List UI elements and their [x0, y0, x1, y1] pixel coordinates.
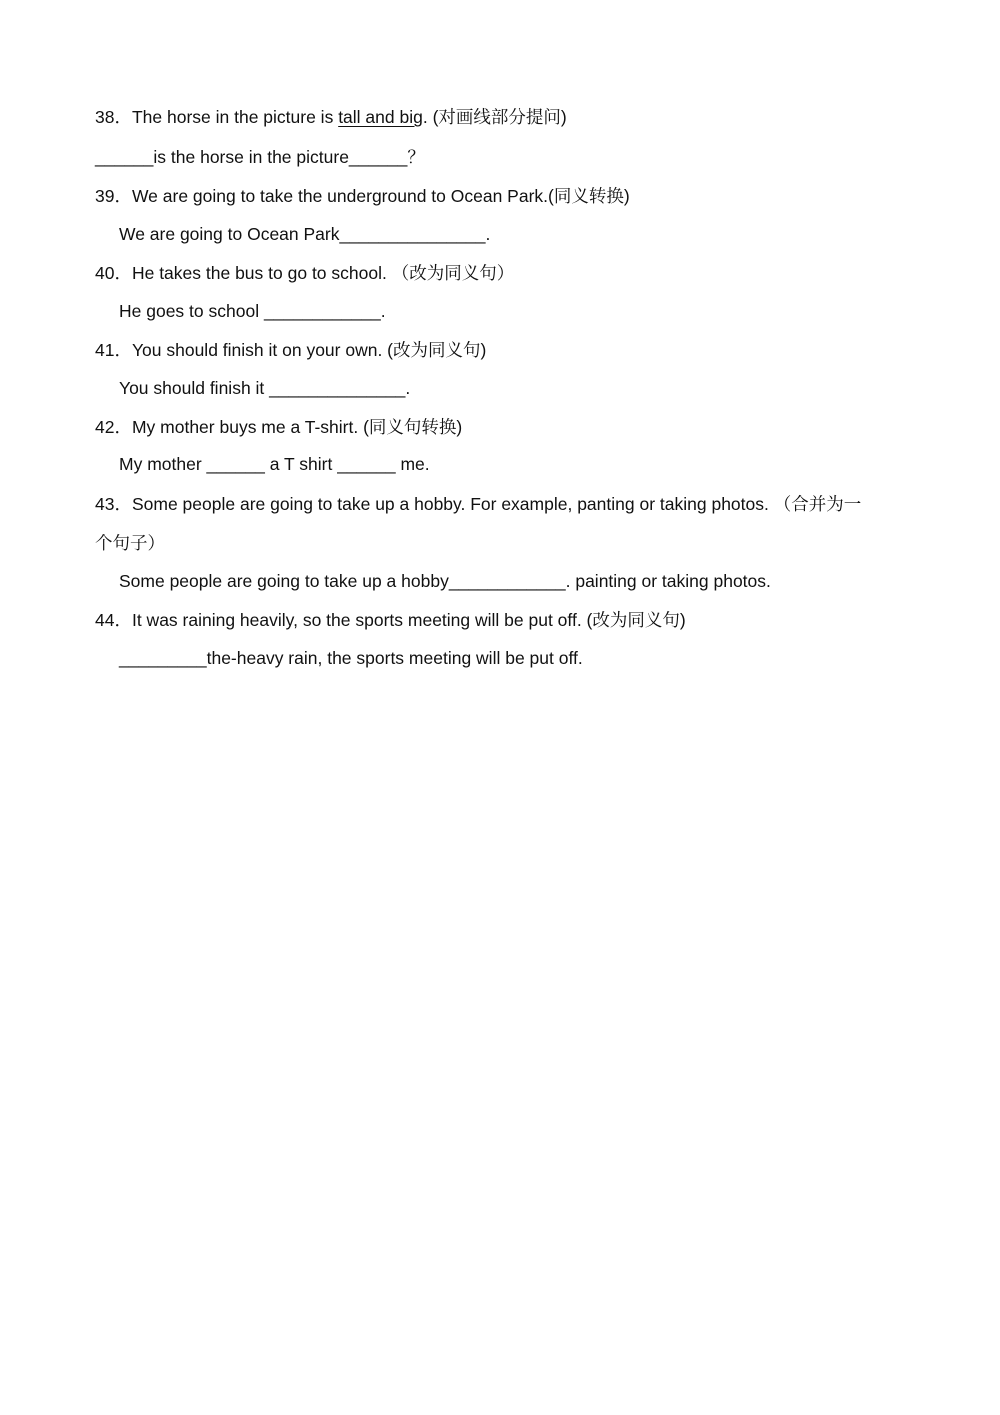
answer-42: My mother ______ a T shirt ______ me. — [119, 454, 430, 474]
answer-40: He goes to school ____________. — [119, 301, 386, 321]
question-38 — [95, 106, 567, 128]
answer-44: _________the-heavy rain, the sports meeting will be put off. — [119, 648, 583, 668]
answer-39: We are going to Ocean Park_______________. — [119, 224, 491, 244]
question-38-suffix: . (对画线部分提问) — [422, 107, 567, 127]
answer-43: Some people are going to take up a hobby____________. painting or taking photos. — [119, 571, 771, 591]
question-38-underlined: tall and big — [338, 107, 423, 127]
question-43: 43．Some people are going to take up a hobby. For example, panting or taking photos. （合并为一 — [95, 494, 862, 514]
question-39: 39．We are going to take the underground to Ocean Park.(同义转换) — [95, 186, 630, 206]
answer-38: ______is the horse in the picture______？ — [95, 147, 425, 167]
question-38-prefix: 38．The horse in the picture is — [95, 107, 339, 127]
question-40: 40．He takes the bus to go to school. （改为同义句） — [95, 263, 515, 283]
answer-41: You should finish it ______________. — [119, 378, 411, 398]
question-44: 44．It was raining heavily, so the sports meeting will be put off. (改为同义句) — [95, 610, 686, 630]
question-41: 41．You should finish it on your own. (改为同义句) — [95, 340, 487, 360]
question-43-continued: 个句子） — [95, 533, 165, 553]
question-42: 42．My mother buys me a T-shirt. (同义句转换) — [95, 417, 463, 437]
